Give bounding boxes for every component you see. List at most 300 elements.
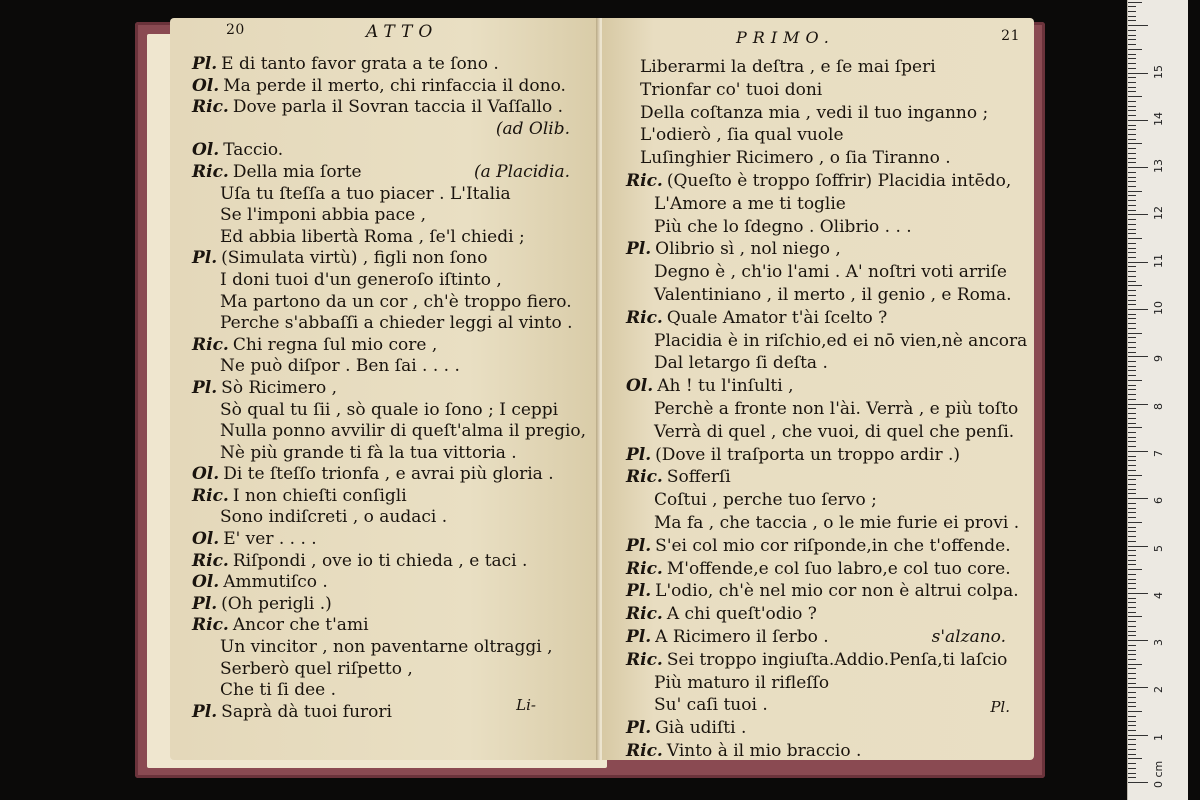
speaker-label: Ric. [626, 740, 663, 760]
text-line [626, 535, 1024, 558]
ruler-label: 14 [1152, 111, 1165, 126]
ruler-label: 3 [1152, 639, 1165, 647]
text-line [626, 147, 1024, 170]
text-line [626, 56, 1024, 79]
ruler-tick [1128, 498, 1148, 499]
line-text: Già udiſti . [655, 718, 747, 739]
ruler-tick [1128, 120, 1148, 121]
ruler-label: 11 [1152, 253, 1165, 268]
ruler-tick [1128, 229, 1136, 230]
ruler-tick [1128, 654, 1136, 655]
left-catchword: Li- [516, 696, 536, 714]
ruler-tick [1128, 460, 1136, 461]
text-line [192, 54, 588, 76]
ruler-tick [1128, 550, 1136, 551]
line-text: Chi regna ſul mio core , [232, 334, 438, 355]
ruler-tick [1128, 640, 1148, 641]
speaker-label: Pl. [192, 377, 218, 398]
ruler-tick [1128, 318, 1136, 319]
ruler-label: 9 [1152, 355, 1165, 363]
ruler-tick [1128, 82, 1136, 83]
text-line [192, 486, 588, 508]
ruler-tick [1128, 352, 1136, 353]
ruler-tick [1128, 262, 1148, 263]
ruler-tick [1128, 437, 1136, 438]
ruler-tick [1128, 172, 1136, 173]
ruler-tick [1128, 243, 1136, 244]
ruler-tick [1128, 616, 1142, 617]
text-line [626, 261, 1024, 284]
text-line [626, 193, 1024, 216]
line-text: Sono indiſcreti , o audaci . [220, 507, 448, 528]
line-text: Saprà dà tuoi furori [221, 701, 392, 722]
ruler-tick [1128, 39, 1136, 40]
ruler-tick [1128, 536, 1136, 537]
text-line [626, 421, 1024, 444]
text-line [626, 626, 1024, 649]
line-text: Dal letargo ſi deſta . [654, 353, 828, 374]
ruler-tick [1128, 219, 1136, 220]
ruler-tick [1128, 631, 1136, 632]
text-line [626, 466, 1024, 489]
ruler-tick [1128, 77, 1136, 78]
text-line [192, 292, 588, 314]
text-line [192, 378, 588, 400]
ruler-tick [1128, 635, 1136, 636]
speaker-label: Pl. [192, 593, 218, 614]
ruler-tick [1128, 730, 1136, 731]
line-text: Quale Amator t'ài ſcelto ? [666, 307, 888, 328]
ruler-tick [1128, 361, 1136, 362]
ruler-tick [1128, 143, 1142, 144]
line-text: Sei troppo ingiuſta.Addio.Penſa,ti laſcio [666, 649, 1008, 670]
text-line [192, 270, 588, 292]
ruler-tick [1128, 177, 1136, 178]
ruler-tick [1128, 583, 1136, 584]
text-line [626, 398, 1024, 421]
text-line [192, 76, 588, 98]
text-line [192, 227, 588, 249]
ruler-tick [1128, 560, 1136, 561]
ruler-label: 13 [1152, 159, 1165, 174]
ruler-tick [1128, 375, 1136, 376]
ruler-tick [1128, 593, 1148, 594]
ruler-tick [1128, 205, 1136, 206]
text-line [626, 330, 1028, 353]
line-text: Ammutiſco . [223, 572, 328, 593]
text-line [626, 580, 1024, 603]
ruler-tick [1128, 598, 1136, 599]
ruler-tick [1128, 479, 1136, 480]
ruler-tick [1128, 186, 1136, 187]
text-line [192, 572, 588, 594]
ruler-tick [1128, 87, 1136, 88]
line-text: Uſa tu ſteſſa a tuo piacer . L'Italia [220, 183, 511, 204]
text-line [192, 205, 588, 227]
line-text: S'ei col mio cor riſponde,in che t'offende. [655, 535, 1011, 556]
ruler-tick [1128, 517, 1136, 518]
measurement-ruler [1127, 0, 1188, 800]
text-line [626, 238, 1024, 261]
line-text: Ma fa , che taccia , o le mie furie ei provi . [654, 512, 1020, 533]
ruler-tick [1128, 399, 1136, 400]
line-text: Se l'imponi abbia pace , [220, 205, 426, 226]
ruler-tick [1128, 309, 1148, 310]
ruler-tick [1128, 602, 1136, 603]
ruler-tick [1128, 370, 1136, 371]
ruler-tick [1128, 148, 1136, 149]
ruler-tick [1128, 687, 1148, 688]
ruler-tick [1128, 451, 1148, 452]
ruler-label: 2 [1152, 686, 1165, 694]
ruler-tick [1128, 773, 1136, 774]
ruler-tick [1128, 389, 1136, 390]
text-line [626, 124, 1024, 147]
text-line [626, 375, 1024, 398]
line-text: Sò Ricimero , [221, 377, 338, 398]
ruler-tick [1128, 314, 1136, 315]
ruler-label: 8 [1152, 402, 1165, 410]
ruler-tick [1128, 612, 1136, 613]
text-line [192, 659, 588, 681]
stage-direction: s'alzano. [931, 626, 1006, 647]
ruler-tick [1128, 697, 1136, 698]
line-text: Della coſtanza mia , vedi il tuo inganno ; [640, 102, 989, 123]
ruler-tick [1128, 782, 1148, 783]
ruler-tick [1128, 233, 1136, 234]
ruler-tick [1128, 423, 1136, 424]
ruler-tick [1128, 6, 1136, 7]
ruler-tick [1128, 356, 1148, 357]
text-line [626, 444, 1024, 467]
ruler-tick [1128, 68, 1136, 69]
line-text: (Simulata virtù) , figli non ſono [221, 248, 488, 269]
ruler-tick [1128, 470, 1136, 471]
text-line [192, 443, 588, 465]
ruler-tick [1128, 664, 1142, 665]
ruler-tick [1128, 101, 1136, 102]
ruler-tick [1128, 668, 1136, 669]
ruler-tick [1128, 214, 1148, 215]
ruler-tick [1128, 96, 1142, 97]
ruler-tick [1128, 337, 1136, 338]
ruler-tick [1128, 134, 1136, 135]
ruler-tick [1128, 162, 1136, 163]
ruler-tick [1128, 569, 1142, 570]
ruler-tick [1128, 181, 1136, 182]
ruler-tick [1128, 125, 1136, 126]
ruler-tick [1128, 252, 1136, 253]
speaker-label: Ric. [626, 649, 663, 670]
speaker-label: Ric. [626, 558, 663, 579]
text-line [192, 119, 588, 141]
text-line [626, 558, 1024, 581]
speaker-label: Pl. [626, 718, 652, 739]
ruler-tick [1128, 413, 1136, 414]
right-running-head: PRIMO. [736, 28, 835, 47]
ruler-tick [1128, 248, 1136, 249]
ruler-tick [1128, 276, 1136, 277]
ruler-tick [1128, 546, 1148, 547]
ruler-label: 12 [1152, 206, 1165, 221]
ruler-tick [1128, 195, 1136, 196]
text-line [192, 464, 588, 486]
line-text: Coſtui , perche tuo ſervo ; [654, 490, 877, 511]
ruler-tick [1128, 238, 1142, 239]
ruler-label: 4 [1152, 591, 1165, 599]
text-line [192, 421, 588, 443]
ruler-tick [1128, 706, 1136, 707]
ruler-tick [1128, 744, 1136, 745]
ruler-tick [1128, 106, 1136, 107]
line-text: Perche s'abbaſſi a chieder leggi al vinto . [220, 313, 573, 334]
speaker-label: Ric. [192, 485, 229, 506]
line-text: Più maturo il rifleſſo [654, 672, 830, 693]
line-text: Ah ! tu l'inſulti , [657, 376, 794, 397]
speaker-label: Pl. [626, 535, 652, 556]
ruler-tick [1128, 711, 1142, 712]
ruler-tick [1128, 673, 1136, 674]
ruler-tick [1128, 721, 1136, 722]
ruler-tick [1128, 271, 1136, 272]
text-line [192, 594, 588, 616]
left-text-block [192, 54, 588, 723]
ruler-tick [1128, 418, 1136, 419]
ruler-tick [1128, 11, 1136, 12]
ruler-tick [1128, 735, 1148, 736]
ruler-tick [1128, 441, 1136, 442]
ruler-tick [1128, 110, 1136, 111]
right-catchword: Pl. [990, 698, 1010, 716]
ruler-tick [1128, 49, 1142, 50]
line-text: Nè più grande ti fà la tua vittoria . [220, 442, 517, 463]
line-text: Trionfar co' tuoi doni [640, 79, 823, 100]
ruler-tick [1128, 768, 1136, 769]
ruler-tick [1128, 758, 1142, 759]
ruler-tick [1128, 607, 1136, 608]
text-line [626, 307, 1024, 330]
line-text: L'Amore a me ti toglie [654, 193, 846, 214]
ruler-tick [1128, 20, 1136, 21]
ruler-tick [1128, 224, 1136, 225]
ruler-tick [1128, 659, 1136, 660]
ruler-tick [1128, 158, 1136, 159]
line-text: Ed abbia libertà Roma , ſe'l chiedi ; [220, 226, 525, 247]
line-text: Ma perde il merto, chi rinfaccia il dono. [223, 75, 566, 96]
ruler-label: 5 [1152, 544, 1165, 552]
line-text: Ancor che t'ami [232, 615, 369, 636]
speaker-label: Ric. [192, 334, 229, 355]
ruler-tick [1128, 323, 1136, 324]
ruler-tick [1128, 285, 1142, 286]
line-text: I doni tuoi d'un generoſo iſtinto , [220, 269, 502, 290]
line-text: Riſpondi , ove io ti chieda , e taci . [232, 550, 528, 571]
ruler-tick [1128, 290, 1136, 291]
line-text: Sò qual tu ſii , sò quale io ſono ; I ceppi [220, 399, 559, 420]
line-text: (Dove il traſporta un troppo ardir .) [655, 444, 961, 465]
ruler-tick [1128, 63, 1136, 64]
speaker-label: Pl. [192, 54, 218, 74]
ruler-tick [1128, 432, 1136, 433]
speaker-label: Ol. [626, 376, 654, 397]
ruler-tick [1128, 574, 1136, 575]
text-line [626, 740, 1024, 760]
text-line [626, 717, 1024, 740]
speaker-label: Pl. [626, 626, 652, 647]
ruler-tick [1128, 394, 1136, 395]
ruler-tick [1128, 512, 1136, 513]
text-line [192, 184, 588, 206]
ruler-tick [1128, 2, 1142, 3]
ruler-tick [1128, 621, 1136, 622]
text-line [192, 615, 588, 637]
ruler-tick [1128, 347, 1136, 348]
ruler-tick [1128, 58, 1136, 59]
ruler-tick [1128, 527, 1136, 528]
line-text: I non chieſti conſigli [232, 485, 407, 506]
line-text: E' ver . . . . [223, 529, 317, 550]
line-text: Vinto à il mio braccio . [666, 740, 862, 760]
ruler-tick [1128, 30, 1136, 31]
line-text: Dove parla il Sovran taccia il Vaſſallo . [232, 97, 564, 118]
ruler-tick [1128, 716, 1136, 717]
ruler-tick [1128, 404, 1148, 405]
ruler-label: 0 cm [1152, 760, 1165, 788]
text-line [192, 356, 588, 378]
ruler-tick [1128, 129, 1136, 130]
ruler-tick [1128, 777, 1136, 778]
stage-direction: (a Placidia. [474, 161, 570, 182]
text-line [192, 162, 588, 184]
text-line [626, 102, 1024, 125]
text-line [626, 79, 1024, 102]
line-text: A Ricimero il ſerbo . [655, 626, 829, 647]
ruler-tick [1128, 503, 1136, 504]
right-text-block [626, 56, 1028, 760]
ruler-tick [1128, 626, 1136, 627]
ruler-tick [1128, 25, 1148, 26]
text-line [626, 284, 1024, 307]
line-text: Della mia ſorte [232, 161, 362, 182]
left-running-head: ATTO [366, 22, 439, 42]
line-text: E di tanto favor grata a te ſono . [221, 54, 499, 74]
line-text: Sofferſi [666, 467, 731, 488]
ruler-tick [1128, 678, 1136, 679]
line-text: Un vincitor , non paventarne oltraggi , [220, 637, 553, 658]
ruler-tick [1128, 191, 1142, 192]
line-text: Di te ſteſſo trionfa , e avrai più gloria . [223, 464, 554, 485]
ruler-tick [1128, 579, 1136, 580]
ruler-label: 6 [1152, 497, 1165, 505]
ruler-tick [1128, 754, 1136, 755]
speaker-label: Ol. [192, 572, 220, 593]
ruler-tick [1128, 73, 1148, 74]
text-line [192, 97, 588, 119]
ruler-tick [1128, 167, 1148, 168]
line-text: Valentiniano , il merto , il genio , e Roma. [654, 284, 1012, 305]
text-line [626, 489, 1024, 512]
line-text: Taccio. [223, 140, 284, 161]
ruler-tick [1128, 763, 1136, 764]
ruler-tick [1128, 35, 1136, 36]
ruler-tick [1128, 739, 1136, 740]
speaker-label: Ric. [626, 604, 663, 625]
ruler-tick [1128, 508, 1136, 509]
ruler-tick [1128, 531, 1136, 532]
ruler-tick [1128, 333, 1142, 334]
line-text: Liberarmi la deſtra , e ſe mai ſperi [640, 57, 936, 77]
text-line [626, 170, 1024, 193]
line-text: L'odierò , ſia qual vuole [640, 125, 844, 146]
line-text: A chi queſt'odio ? [666, 604, 817, 625]
ruler-tick [1128, 588, 1136, 589]
ruler-tick [1128, 200, 1136, 201]
ruler-tick [1128, 408, 1136, 409]
ruler-tick [1128, 484, 1136, 485]
text-line [192, 313, 588, 335]
ruler-tick [1128, 489, 1136, 490]
speaker-label: Ric. [626, 467, 663, 488]
ruler-tick [1128, 153, 1136, 154]
ruler-tick [1128, 366, 1136, 367]
ruler-label: 15 [1152, 64, 1165, 79]
ruler-label: 1 [1152, 733, 1165, 741]
line-text: Degno è , ch'io l'ami . A' noſtri voti arriſe [654, 262, 1007, 283]
text-line [192, 335, 588, 357]
speaker-label: Pl. [626, 444, 652, 465]
line-text: Ma partono da un cor , ch'è troppo fiero. [220, 291, 572, 312]
ruler-tick [1128, 257, 1136, 258]
line-text: (Queſto è troppo ſoffrir) Placidia intēdo, [666, 170, 1012, 191]
ruler-tick [1128, 522, 1142, 523]
ruler-tick [1128, 427, 1142, 428]
ruler-tick [1128, 304, 1136, 305]
ruler-tick [1128, 564, 1136, 565]
right-page-number: 21 [1001, 28, 1020, 44]
ruler-tick [1128, 456, 1136, 457]
line-text: Su' caſi tuoi . [654, 695, 768, 716]
ruler-tick [1128, 91, 1136, 92]
ruler-tick [1128, 16, 1136, 17]
speaker-label: Ric. [192, 615, 229, 636]
text-line [192, 529, 588, 551]
line-text: Placidia è in riſchio,ed ei nō vien,nè ancora [654, 330, 1028, 351]
ruler-tick [1128, 139, 1136, 140]
ruler-tick [1128, 281, 1136, 282]
ruler-tick [1128, 475, 1142, 476]
ruler-tick [1128, 446, 1136, 447]
ruler-tick [1128, 702, 1136, 703]
ruler-tick [1128, 465, 1136, 466]
line-text: Più che lo ſdegno . Olibrio . . . [654, 216, 912, 237]
line-text: Serberò quel riſpetto , [220, 658, 413, 679]
right-page [602, 18, 1034, 760]
line-text: Che ti ſi dee . [220, 680, 337, 701]
text-line [626, 694, 1024, 717]
speaker-label: Ol. [192, 75, 220, 96]
ruler-tick [1128, 210, 1136, 211]
text-line [192, 637, 588, 659]
line-text: L'odio, ch'è nel mio cor non è altrui colpa. [655, 581, 1019, 602]
ruler-tick [1128, 295, 1136, 296]
stage-direction: (ad Olib. [495, 118, 570, 139]
speaker-label: Ol. [192, 140, 220, 161]
text-line [626, 352, 1024, 375]
line-text: Nulla ponno avvilir di queſt'alma il pregio, [220, 421, 587, 442]
speaker-label: Ric. [192, 161, 229, 182]
line-text: Verrà di quel , che vuoi, di quel che penſi. [654, 421, 1015, 442]
ruler-tick [1128, 54, 1136, 55]
